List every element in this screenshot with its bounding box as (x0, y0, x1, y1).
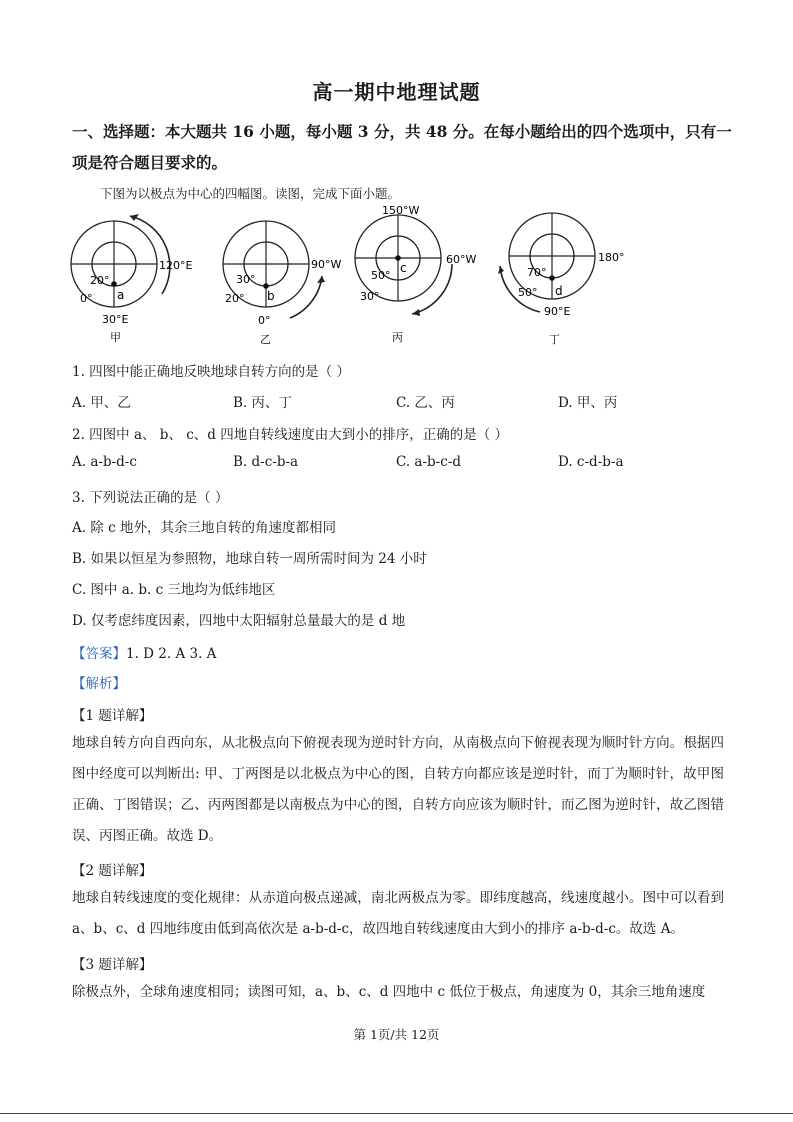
detail-1-text: 地球自转方向自西向东，从北极点向下俯视表现为逆时针方向，从南极点向下俯视表现为顺时针方向。根据四图中经度可以判断出: 甲、丁两图是以北极点为中心的图，自转方向都应该是逆时针，而丁为顺时针，故甲图正确、丁图错误；乙、丙两图都是以南极点为中心的图，自转方向应该为顺时针，而乙图为逆时针，故乙图错误、丙图正确。故选 D。 (72, 735, 724, 844)
question-3-option-a: A. 除 c 地外，其余三地自转的角速度都相同 (72, 520, 336, 536)
label-lon-bottom: 0° (258, 314, 271, 327)
label-lat-inner: 70° (527, 266, 547, 279)
label-lat-inner: 20° (90, 274, 110, 287)
answer-text: 1. D 2. A 3. A (126, 646, 217, 662)
label-lon: 180° (598, 251, 625, 264)
question-1-option-d: D. 甲、丙 (558, 395, 618, 411)
question-3-stem: 3. 下列说法正确的是（ ） (72, 490, 229, 506)
question-1-option-b: B. 丙、丁 (233, 395, 293, 411)
label-point: a (117, 288, 125, 302)
figure-name: 丙 (392, 331, 403, 344)
figure-ding (488, 206, 638, 346)
point-a-dot (111, 281, 117, 287)
label-lon-bottom: 30°E (102, 313, 129, 326)
question-2-stem: 2. 四图中 a、 b、 c、d 四地自转线速度由大到小的排序，正确的是（ ） (72, 427, 509, 443)
figure-bing (352, 206, 492, 346)
detail-2-text: 地球自转线速度的变化规律：从赤道向极点递减，南北两极点为零。即纬度越高，线速度越小。图中可以看到 a、b、c、d 四地纬度由低到高依次是 a-b-d-c，故四地自转线速度由大到小的排序 a-b-d-c。故选 A。 (72, 890, 724, 937)
point-d-dot (549, 275, 555, 281)
label-point: c (400, 261, 407, 275)
label-point: b (267, 289, 275, 303)
label-lon-bottom: 90°E (544, 305, 571, 318)
section-heading: 一、选择题：本大题共 16 小题，每小题 3 分，共 48 分。在每小题给出的四个选项中，只有一项是符合题目要求的。 (72, 122, 732, 172)
answer-line (72, 642, 216, 662)
label-lon-top: 150°W (382, 206, 420, 217)
label-lon: 60°W (446, 253, 477, 266)
question-2-option-a: A. a-b-d-c (72, 454, 137, 470)
label-lat-outer: 30° (360, 290, 380, 303)
answer-label: 【答案】 (72, 646, 126, 662)
detail-2-label: 【2 题详解】 (72, 863, 153, 879)
figure-yi (218, 206, 358, 346)
label-lon: 90°W (311, 258, 342, 271)
question-3-option-d: D. 仅考虑纬度因素，四地中太阳辐射总量最大的是 d 地 (72, 613, 406, 629)
page-footer: 第 1页/共 12页 (353, 1027, 440, 1042)
figure-name: 丁 (549, 333, 560, 346)
label-lat-outer: 50° (518, 286, 538, 299)
label-lat-inner: 50° (371, 269, 391, 282)
detail-3-text: 除极点外，全球角速度相同；读图可知，a、b、c、d 四地中 c 低位于极点，角速度为 0，其余三地角速度 (72, 984, 706, 1000)
question-2-option-d: D. c-d-b-a (558, 454, 624, 470)
label-lat-outer: 20° (225, 292, 245, 305)
label-lat-inner: 30° (236, 273, 256, 286)
figure-name: 乙 (260, 333, 271, 346)
question-2-option-b: B. d-c-b-a (233, 454, 299, 470)
question-1-option-a: A. 甲、乙 (72, 395, 131, 411)
page-title: 高一期中地理试题 (312, 80, 481, 104)
point-b-dot (263, 283, 269, 289)
detail-3-label: 【3 题详解】 (72, 957, 153, 973)
label-lon: 120°E (159, 259, 193, 272)
label-lat-outer: 0° (80, 292, 93, 305)
figure-jia (66, 206, 206, 346)
question-2-option-c: C. a-b-c-d (396, 454, 462, 470)
question-1-option-c: C. 乙、丙 (396, 395, 455, 411)
label-point: d (555, 284, 563, 298)
figure-intro: 下图为以极点为中心的四幅图。读图，完成下面小题。 (100, 186, 401, 201)
detail-1-label: 【1 题详解】 (72, 708, 153, 724)
bottom-rule (0, 1113, 793, 1114)
point-c-dot (395, 255, 401, 261)
question-1-stem: 1. 四图中能正确地反映地球自转方向的是（ ） (72, 364, 350, 380)
question-3-option-b: B. 如果以恒星为参照物，地球自转一周所需时间为 24 小时 (72, 551, 427, 567)
analysis-label: 【解析】 (72, 676, 126, 692)
question-3-option-c: C. 图中 a. b. c 三地均为低纬地区 (72, 582, 276, 598)
figure-name: 甲 (110, 331, 121, 344)
